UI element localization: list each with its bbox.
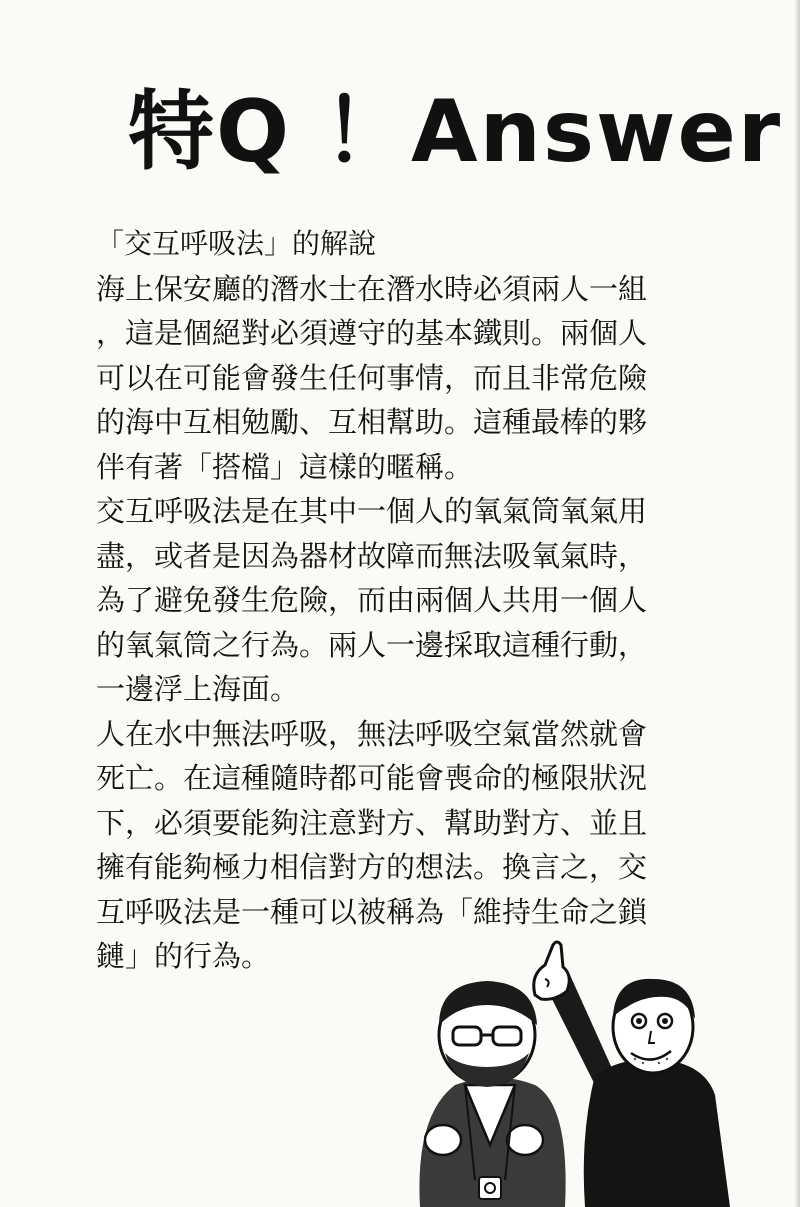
text-line: 伴有著「搭檔」這樣的暱稱。 [96,449,474,484]
section-heading: 「交互呼吸法」的解說 [96,227,377,260]
answer-text [96,222,736,979]
text-line: 互呼吸法是一種可以被稱為「維持生命之鎖 [96,894,648,929]
text-line: 下，必須要能夠注意對方、幫助對方、並且 [96,805,648,840]
text-line: 為了避免發生危險，而由兩個人共用一個人 [96,583,648,617]
text-line: 的氧氣筒之行為。兩人一邊採取這種行動， [96,627,648,662]
text-line: 交互呼吸法是在其中一個人的氧氣筒氧氣用 [96,494,648,528]
text-line: 人在水中無法呼吸，無法呼吸空氣當然就會 [96,716,648,751]
page-title: 特Q ！Answer [128,82,783,182]
text-line: 擁有能夠極力相信對方的想法。換言之，交 [96,850,648,884]
author-characters-illustration [395,935,800,1207]
text-line: 海上保安廳的潛水士在潛水時必須兩人一組 [96,271,648,306]
text-line: 一邊浮上海面。 [96,672,300,706]
text-line: 鏈」的行為。 [96,939,271,973]
text-line: ，這是個絕對必須遵守的基本鐵則。兩個人 [96,316,648,350]
bearded-man-figure [419,981,565,1207]
text-line: 盡，或者是因為器材故障而無法吸氧氣時， [96,538,648,573]
text-line: 可以在可能會發生任何事情，而且非常危險 [96,360,648,395]
text-line: 死亡。在這種隨時都可能會喪命的極限狀況 [96,761,648,795]
text-line: 的海中互相勉勵、互相幫助。這種最棒的夥 [96,405,648,439]
page-edge-shadow [794,0,800,1207]
